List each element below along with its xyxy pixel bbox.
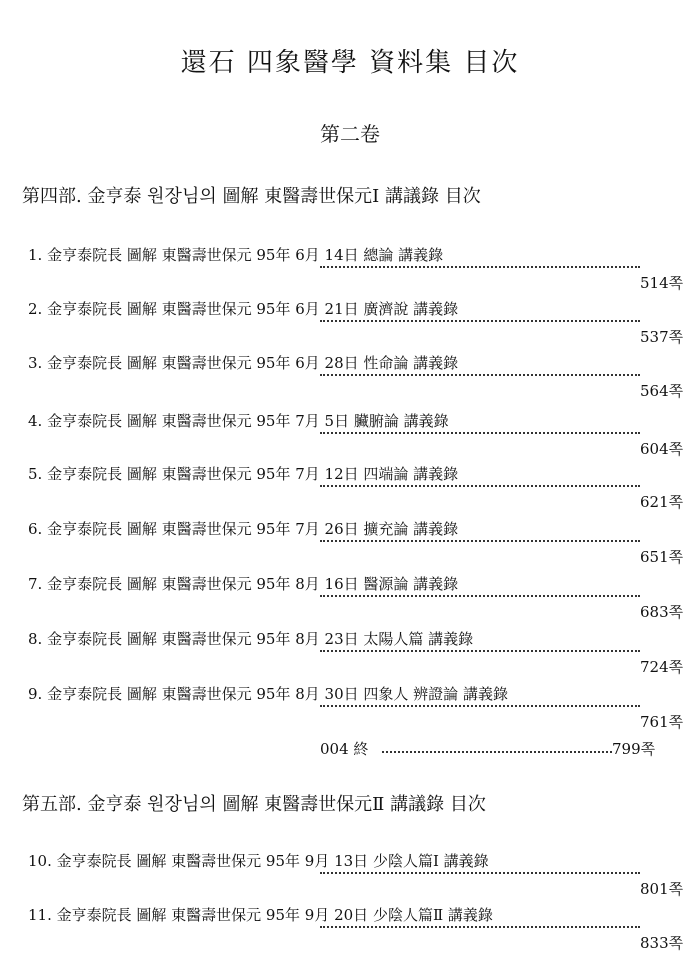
dot-leader	[320, 705, 640, 707]
entry-text: 2. 金亨泰院長 圖解 東醫壽世保元 95年 6月 21日 廣濟說 講義錄	[28, 300, 459, 318]
entry-text: 8. 金亨泰院長 圖解 東醫壽世保元 95年 8月 23日 太陽人篇 講義錄	[28, 630, 474, 648]
entry-text: 3. 金亨泰院長 圖解 東醫壽世保元 95年 6月 28日 性命論 講義錄	[28, 354, 459, 372]
dot-leader	[320, 320, 640, 322]
dot-leader	[382, 751, 612, 753]
end-entry-text: 004 終	[320, 740, 369, 758]
dot-leader	[320, 540, 640, 542]
entry-text: 7. 金亨泰院長 圖解 東醫壽世保元 95年 8月 16日 醫源論 講義錄	[28, 575, 459, 593]
part-4-heading: 第四部. 金亨泰 원장님의 圖解 東醫壽世保元Ⅰ 講議錄 目次	[22, 186, 481, 207]
toc-entry[interactable]	[28, 628, 684, 680]
dot-leader	[320, 650, 640, 652]
entry-page: 514쪽	[640, 274, 684, 292]
toc-entry[interactable]	[28, 683, 684, 735]
entry-page: 761쪽	[640, 713, 684, 731]
dot-leader	[320, 872, 640, 874]
toc-entry[interactable]	[28, 573, 684, 625]
entry-page: 724쪽	[640, 658, 684, 676]
entry-text: 11. 金亨泰院長 圖解 東醫壽世保元 95年 9月 20日 少陰人篇Ⅱ 講義錄	[28, 906, 493, 924]
dot-leader	[320, 595, 640, 597]
toc-entry[interactable]	[28, 298, 684, 350]
dot-leader	[320, 374, 640, 376]
entry-page: 801쪽	[640, 880, 684, 898]
entry-text: 1. 金亨泰院長 圖解 東醫壽世保元 95年 6月 14日 總論 講義錄	[28, 246, 444, 264]
toc-entry[interactable]	[28, 463, 684, 515]
entry-text: 5. 金亨泰院長 圖解 東醫壽世保元 95年 7月 12日 四端論 講義錄	[28, 465, 459, 483]
entry-page: 651쪽	[640, 548, 684, 566]
part-5-heading: 第五部. 金亨泰 원장님의 圖解 東醫壽世保元Ⅱ 講議錄 目次	[22, 794, 486, 815]
dot-leader	[320, 926, 640, 928]
entry-page: 833쪽	[640, 934, 684, 952]
entry-text: 10. 金亨泰院長 圖解 東醫壽世保元 95年 9月 13日 少陰人篇Ⅰ 講義錄	[28, 852, 489, 870]
entry-page: 564쪽	[640, 382, 684, 400]
document-title: 還石 四象醫學 資料集 目次	[180, 48, 520, 78]
entry-page: 604쪽	[640, 440, 684, 458]
toc-entry[interactable]	[28, 410, 684, 462]
dot-leader	[320, 432, 640, 434]
entry-page: 537쪽	[640, 328, 684, 346]
toc-entry[interactable]	[28, 850, 684, 902]
dot-leader	[320, 485, 640, 487]
toc-entry[interactable]	[28, 352, 684, 404]
dot-leader	[320, 266, 640, 268]
end-entry-page: 799쪽	[612, 740, 656, 758]
toc-entry[interactable]	[28, 904, 684, 956]
entry-page: 683쪽	[640, 603, 684, 621]
toc-entry[interactable]	[28, 518, 684, 570]
entry-page: 621쪽	[640, 493, 684, 511]
toc-entry[interactable]	[28, 244, 684, 296]
volume-title: 第二卷	[320, 122, 380, 146]
entry-text: 6. 金亨泰院長 圖解 東醫壽世保元 95年 7月 26日 擴充論 講義錄	[28, 520, 459, 538]
entry-text: 9. 金亨泰院長 圖解 東醫壽世保元 95年 8月 30日 四象人 辨證論 講義錄	[28, 685, 508, 703]
entry-text: 4. 金亨泰院長 圖解 東醫壽世保元 95年 7月 5日 臟腑論 講義錄	[28, 412, 449, 430]
toc-end-entry[interactable]	[320, 738, 666, 758]
